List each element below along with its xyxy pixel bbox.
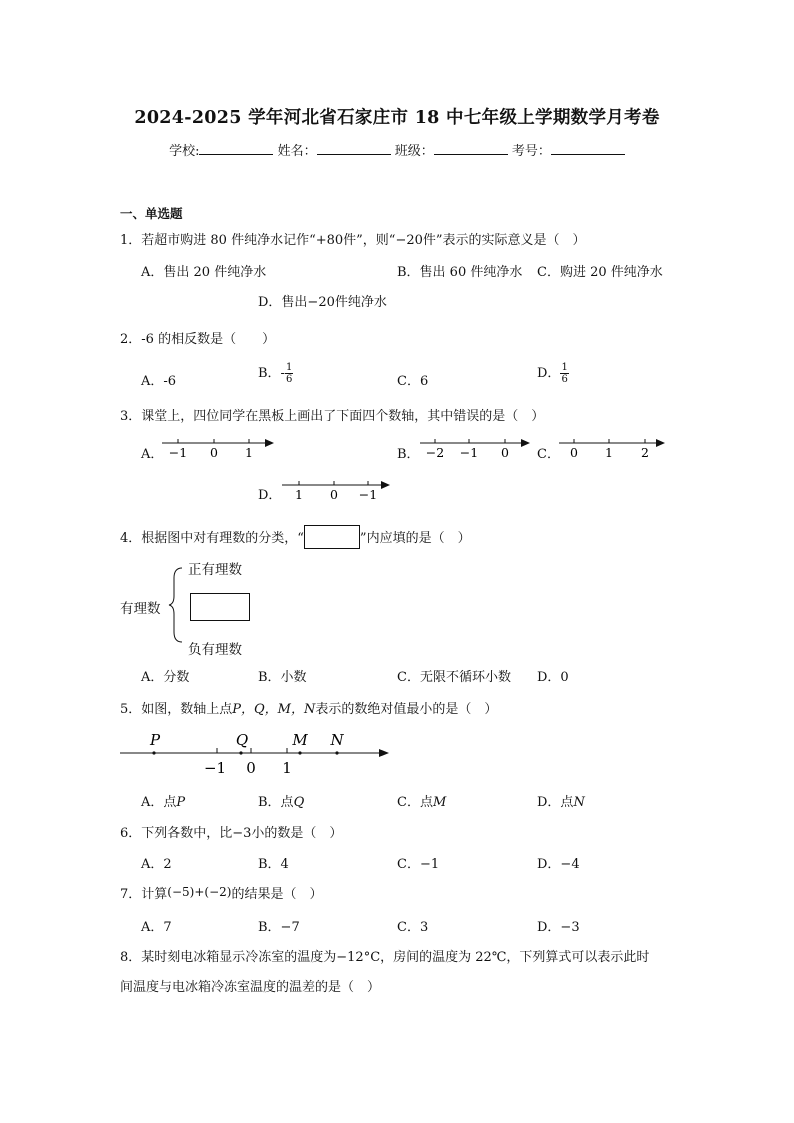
tick-label: 1: [605, 445, 613, 460]
tick-label: −1: [459, 445, 479, 460]
q3-option-d: D．: [258, 488, 282, 503]
section-title: 一、单选题: [120, 206, 183, 221]
q6-option-a: A．2: [141, 857, 172, 872]
class-label: 班级：: [394, 144, 434, 159]
q4-top-label: 正有理数: [188, 562, 242, 578]
q4-stem-pre: 4．根据图中对有理数的分类，“: [120, 531, 304, 546]
q4-option-d: D．0: [537, 670, 569, 685]
q5-option-a-prefix: A．点: [141, 795, 177, 810]
q2-option-d: [537, 362, 569, 385]
q7-expression: (−5)+(−2): [167, 885, 232, 899]
q2-option-d-fraction: [560, 362, 568, 385]
q8-stem-line1: 8．某时刻电冰箱显示冷冻室的温度为−12°C，房间的温度为 22℃，下列算式可以表示此时: [120, 950, 650, 965]
q5-stem-post: 表示的数绝对值最小的是（ ）: [315, 702, 498, 717]
q5-option-d: [537, 791, 585, 810]
q6-option-b: B．4: [258, 857, 289, 872]
tick-label: 0: [501, 445, 509, 460]
brace-icon: [168, 566, 188, 644]
q4-bottom-label: 负有理数: [188, 642, 242, 658]
tick-label: 1: [295, 487, 303, 502]
q2-option-a: A．-6: [141, 374, 177, 389]
q7-stem-post: 的结果是（ ）: [231, 887, 323, 902]
point-label-m: M: [292, 731, 308, 749]
q4-option-c: C．无限不循环小数: [397, 670, 511, 685]
q1-option-d: D．售出−20件纯净水: [258, 295, 387, 310]
class-blank: [434, 142, 508, 155]
q5-option-b-var: Q: [293, 795, 305, 810]
q4-stem: [120, 525, 471, 549]
q7-stem-pre: 7．计算: [120, 887, 168, 902]
q6-option-c: C．−1: [397, 857, 440, 872]
q8-stem-line2: 间温度与电冰箱冷冻室温度的温差的是（ ）: [120, 980, 381, 995]
q7-stem: [120, 883, 322, 902]
q5-option-a: [141, 791, 185, 810]
tick-label: −1: [168, 445, 188, 460]
q3-number-line-b: [418, 436, 536, 462]
student-info-line: [0, 140, 794, 159]
tick-label: 1: [245, 445, 253, 460]
q5-option-b-prefix: B．点: [258, 795, 294, 810]
q1-option-b: B．售出 60 件纯净水: [397, 265, 523, 280]
q3-number-line-c: [557, 436, 669, 462]
tick-label: −2: [425, 445, 445, 460]
fraction-numerator: 1: [285, 362, 293, 373]
point-label-n: N: [330, 731, 344, 749]
q2-option-b: [258, 362, 293, 385]
fraction-denominator: 6: [561, 374, 568, 385]
q2-option-b-prefix: B．-: [258, 366, 285, 381]
tick-label: 1: [282, 759, 292, 777]
q6-stem: 6．下列各数中，比−3小的数是（ ）: [120, 826, 343, 841]
q5-stem-pre: 5．如图，数轴上点: [120, 702, 233, 717]
q2-option-c: C．6: [397, 374, 429, 389]
id-blank: [551, 142, 625, 155]
q5-option-a-var: P: [176, 795, 186, 810]
q5-option-d-prefix: D．点: [537, 795, 574, 810]
q5-option-b: [258, 791, 304, 810]
q2-option-b-fraction: [285, 362, 293, 385]
q2-stem: 2．-6 的相反数是（ ）: [120, 332, 276, 347]
q5-number-line: [120, 728, 392, 778]
q3-option-c: C．: [537, 447, 560, 462]
tick-label: −1: [203, 759, 227, 777]
tick-label: 0: [570, 445, 578, 460]
q1-option-c: C．购进 20 件纯净水: [537, 265, 663, 280]
q3-number-line-d: [280, 478, 395, 504]
q5-stem: [120, 698, 497, 717]
q7-option-d: D．−3: [537, 920, 580, 935]
q5-option-d-var: N: [573, 795, 585, 810]
q5-option-c-var: M: [432, 795, 447, 810]
q7-option-b: B．−7: [258, 920, 300, 935]
q5-option-c: [397, 791, 446, 810]
q5-option-c-prefix: C．点: [397, 795, 433, 810]
fraction-denominator: 6: [285, 374, 293, 385]
tick-label: 0: [210, 445, 218, 460]
q3-number-line-a: [160, 436, 280, 462]
q7-option-a: A．7: [141, 920, 172, 935]
q4-option-a: A．分数: [141, 670, 190, 685]
q4-stem-post: ”内应填的是（ ）: [359, 531, 471, 546]
q5-stem-points: P，Q，M，N: [232, 702, 316, 717]
tick-label: −1: [358, 487, 378, 502]
school-label: 学校:: [169, 144, 200, 159]
point-label-p: P: [149, 731, 161, 749]
q4-blank-box: [190, 593, 250, 621]
q1-stem: 1．若超市购进 80 件纯净水记作“+80件”，则“−20件”表示的实际意义是（ ）: [120, 233, 586, 248]
q3-option-b: B．: [397, 447, 420, 462]
exam-title: 2024-2025 学年河北省石家庄市 18 中七年级上学期数学月考卷: [134, 108, 660, 128]
id-label: 考号：: [511, 144, 551, 159]
school-blank: [199, 142, 273, 155]
name-blank: [317, 142, 391, 155]
tick-label: 2: [641, 445, 649, 460]
q2-option-d-prefix: D．: [537, 366, 561, 381]
q7-option-c: C．3: [397, 920, 429, 935]
q4-option-b: B．小数: [258, 670, 307, 685]
tick-label: 0: [246, 759, 256, 777]
point-label-q: Q: [235, 731, 249, 749]
q3-stem: 3．课堂上，四位同学在黑板上画出了下面四个数轴，其中错误的是（ ）: [120, 409, 545, 424]
q1-option-a: A．售出 20 件纯净水: [141, 265, 267, 280]
q3-option-a: A．: [141, 447, 164, 462]
fraction-numerator: 1: [561, 362, 568, 373]
tick-label: 0: [330, 487, 338, 502]
q6-option-d: D．−4: [537, 857, 580, 872]
q4-root-label: 有理数: [120, 601, 161, 617]
name-label: 姓名：: [277, 144, 317, 159]
q4-stem-box: [304, 525, 360, 549]
